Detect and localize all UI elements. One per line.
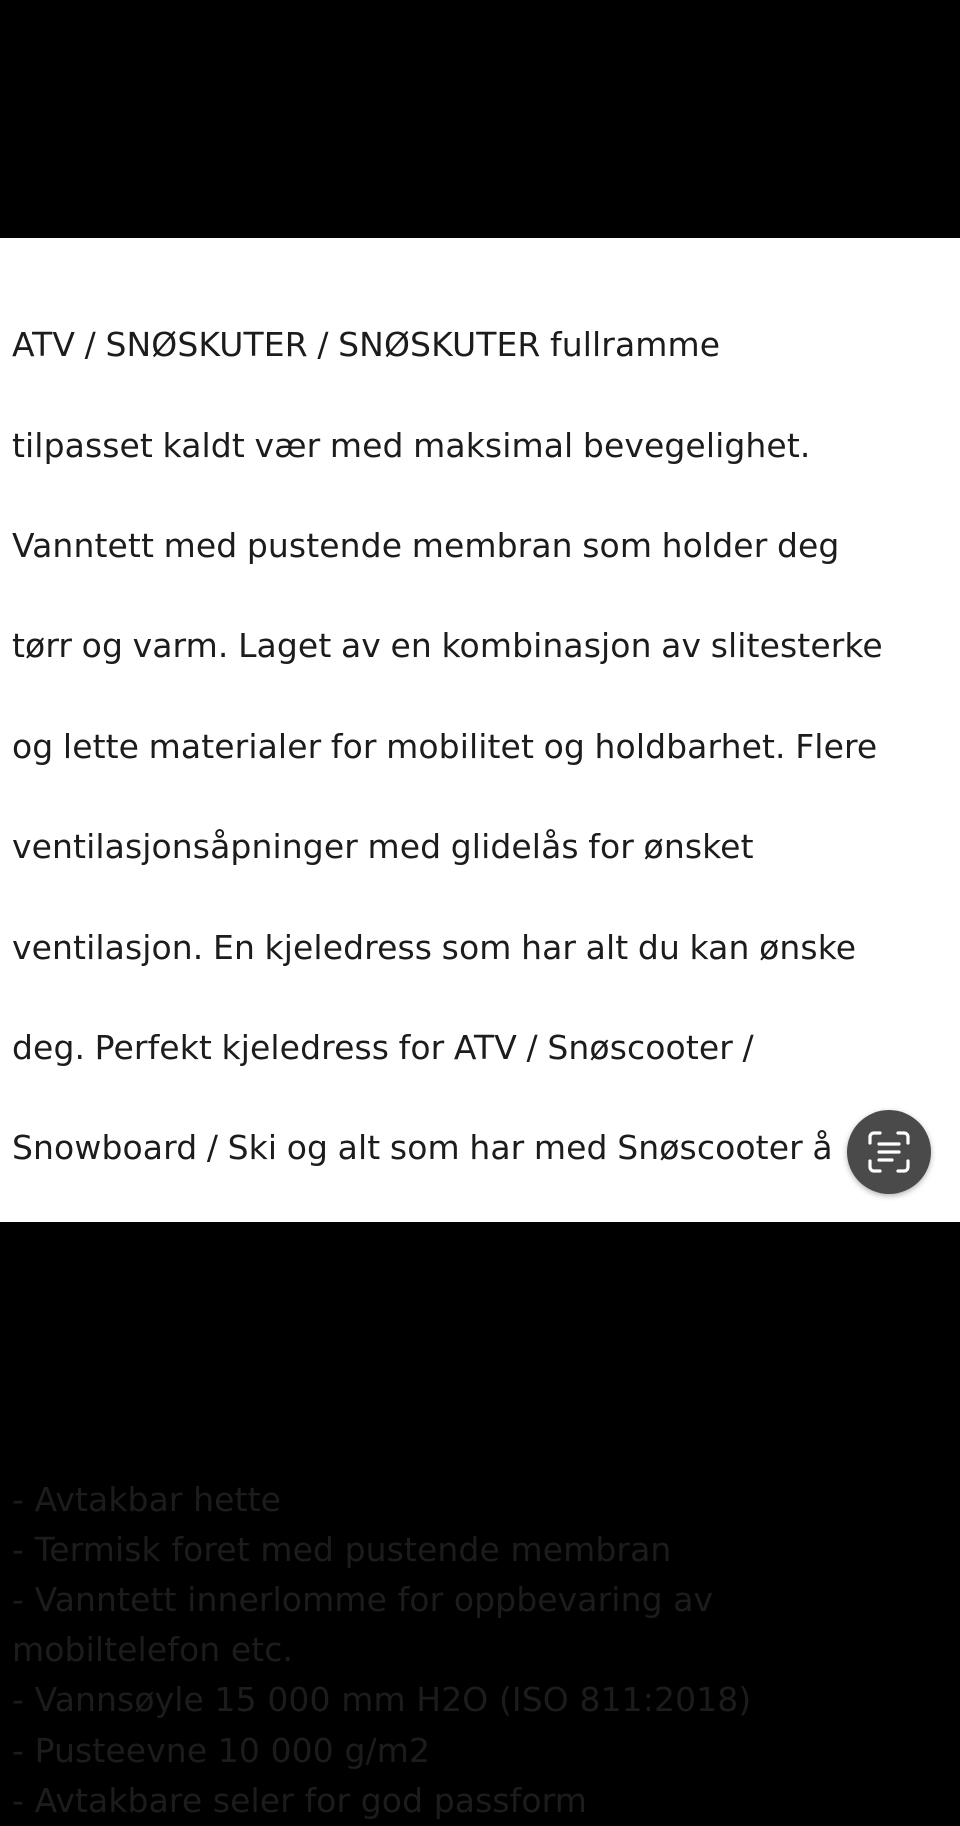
description-line: deg. Perfekt kjeledress for ATV / Snøscooter /	[12, 1028, 754, 1068]
feature-line: mobiltelefon etc.	[12, 1630, 294, 1670]
feature-line: - Vanntett innerlomme for oppbevaring av	[12, 1580, 714, 1620]
feature-line: - Vannsøyle 15 000 mm H2O (ISO 811:2018)	[12, 1680, 752, 1720]
text-content-area	[0, 238, 960, 1820]
description-line: Snowboard / Ski og alt som har med Snøscooter å	[12, 1128, 833, 1168]
text-scan-button[interactable]	[847, 1110, 931, 1194]
description-line: ventilasjonsåpninger med glidelås for ønsket	[12, 827, 754, 867]
bottom-black-bar	[0, 1222, 960, 1424]
feature-line: - Avtakbar hette	[12, 1479, 282, 1519]
product-description	[12, 270, 952, 1826]
feature-line: - Avtakbare seler for god passform	[12, 1780, 588, 1820]
paragraph-spacer	[12, 1425, 952, 1475]
feature-line: - Termisk foret med pustende membran	[12, 1529, 672, 1569]
description-line: og lette materialer for mobilitet og holdbarhet. Flere	[12, 726, 878, 766]
description-line: ATV / SNØSKUTER / SNØSKUTER fullramme	[12, 325, 721, 365]
top-black-bar	[0, 0, 960, 238]
text-scan-icon	[864, 1127, 914, 1177]
feature-line: - Pusteevne 10 000 g/m2	[12, 1730, 431, 1770]
description-line: ventilasjon. En kjeledress som har alt du kan ønske	[12, 927, 857, 967]
description-line: tørr og varm. Laget av en kombinasjon av slitesterke	[12, 626, 883, 666]
feature-list	[12, 1475, 952, 1826]
description-line: Vanntett med pustende membran som holder deg	[12, 526, 840, 566]
description-line: tilpasset kaldt vær med maksimal bevegelighet.	[12, 425, 811, 465]
